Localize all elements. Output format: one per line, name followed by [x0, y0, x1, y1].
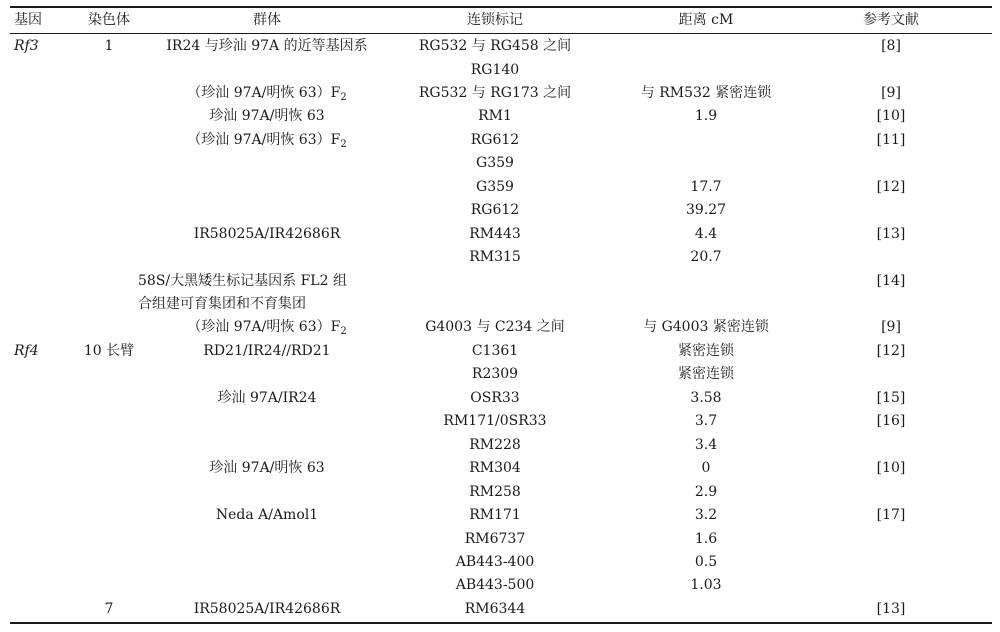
cell-marker-text: RG612 — [470, 202, 520, 219]
cell-reference — [810, 574, 972, 597]
cell-population — [138, 270, 396, 293]
cell-marker-text: RM1 — [478, 108, 512, 125]
cell-gene — [14, 152, 54, 175]
cell-gene — [14, 434, 54, 457]
cell-gene — [14, 223, 54, 246]
cell-marker — [390, 199, 600, 222]
cell-population — [138, 59, 396, 82]
cell-distance — [596, 152, 816, 175]
cell-population-text: IR58025A/IR42686R — [193, 600, 341, 617]
cell-marker-text: RM443 — [469, 225, 521, 242]
cell-reference — [810, 176, 972, 199]
cell-distance-text: 1.03 — [690, 577, 722, 594]
cell-reference-text: [14] — [876, 272, 906, 289]
cell-population — [138, 105, 396, 128]
header-gene: 基因 — [14, 12, 42, 28]
cell-gene — [14, 35, 54, 58]
cell-gene — [14, 387, 54, 410]
cell-population-text: 58S/大黑矮生标记基因系 FL2 组 — [138, 272, 347, 289]
cell-distance — [596, 199, 816, 222]
cell-marker-text: AB443-400 — [455, 553, 535, 570]
cell-marker-text: G359 — [476, 155, 514, 172]
cell-gene — [14, 504, 54, 527]
cell-population — [138, 199, 396, 222]
cell-population — [138, 223, 396, 246]
cell-reference-text: [12] — [876, 342, 906, 359]
cell-reference-text: [17] — [876, 507, 906, 523]
cell-distance — [596, 316, 816, 339]
cell-marker — [390, 574, 600, 597]
cell-reference — [810, 457, 972, 480]
cell-distance — [596, 293, 816, 316]
table-row — [10, 199, 992, 222]
cell-distance-text: 紧密连锁 — [678, 342, 734, 359]
cell-marker-text: RM304 — [469, 460, 521, 477]
header-marker: 连锁标记 — [467, 12, 523, 28]
cell-distance — [596, 410, 816, 433]
cell-reference — [810, 152, 972, 175]
table-header-row — [10, 9, 992, 32]
cell-marker — [390, 59, 600, 82]
table-row — [10, 82, 992, 105]
cell-reference — [810, 223, 972, 246]
table-row — [10, 434, 992, 457]
cell-gene — [14, 340, 54, 363]
cell-population-text: Neda A/Amol1 — [215, 507, 319, 523]
cell-reference-text: [10] — [876, 108, 906, 125]
cell-population-text: 珍汕 97A/IR24 — [217, 389, 317, 406]
cell-distance-text: 39.27 — [685, 202, 727, 219]
table-row — [10, 223, 992, 246]
cell-population-text: （珍汕 97A/明恢 63）F — [187, 131, 341, 148]
table-row — [10, 129, 992, 152]
cell-distance-text: 20.7 — [690, 249, 722, 265]
table-row — [10, 363, 992, 386]
cell-gene — [14, 246, 54, 269]
cell-population-text: 珍汕 97A/明恢 63 — [209, 460, 325, 477]
generation-subscript: 2 — [340, 91, 347, 103]
cell-reference-text: [9] — [881, 319, 901, 336]
cell-reference — [810, 598, 972, 621]
cell-distance — [596, 82, 816, 105]
generation-subscript: 2 — [340, 326, 347, 338]
cell-distance-text: 0 — [701, 460, 711, 477]
cell-marker — [390, 340, 600, 363]
cell-marker-text: C1361 — [471, 342, 519, 359]
cell-distance-text: 4.4 — [694, 225, 718, 242]
cell-gene — [14, 363, 54, 386]
cell-population — [138, 481, 396, 504]
table-row — [10, 528, 992, 551]
table-row — [10, 340, 992, 363]
cell-distance-text: 0.5 — [694, 553, 718, 570]
cell-distance — [596, 598, 816, 621]
cell-population — [138, 598, 396, 621]
cell-marker-text: RG532 与 RG173 之间 — [418, 84, 572, 101]
cell-population — [138, 434, 396, 457]
cell-distance-text: 3.7 — [694, 413, 718, 430]
cell-population — [138, 528, 396, 551]
cell-marker-text: G359 — [476, 178, 514, 195]
cell-distance-text: 与 G4003 紧密连锁 — [643, 319, 769, 336]
cell-reference — [810, 270, 972, 293]
cell-reference — [810, 434, 972, 457]
cell-marker-text: RM6344 — [464, 600, 526, 617]
cell-marker — [390, 176, 600, 199]
cell-gene — [14, 316, 54, 339]
generation-subscript: 2 — [340, 138, 347, 150]
cell-population-text: IR24 与珍汕 97A 的近等基因系 — [166, 38, 368, 54]
cell-marker — [390, 105, 600, 128]
cell-marker-text: RM171/0SR33 — [443, 413, 547, 430]
cell-marker — [390, 82, 600, 105]
cell-marker — [390, 293, 600, 316]
cell-marker — [390, 246, 600, 269]
table-row — [10, 316, 992, 339]
cell-reference-text: [12] — [876, 178, 906, 195]
cell-marker — [390, 152, 600, 175]
table-row — [10, 35, 992, 58]
table-row — [10, 457, 992, 480]
cell-marker — [390, 270, 600, 293]
cell-reference — [810, 387, 972, 410]
cell-marker — [390, 223, 600, 246]
cell-chromosome-text: 1 — [104, 38, 114, 54]
cell-reference — [810, 82, 972, 105]
cell-population — [138, 504, 396, 527]
cell-reference — [810, 105, 972, 128]
cell-marker-text: OSR33 — [470, 389, 520, 406]
cell-population-text: 珍汕 97A/明恢 63 — [209, 108, 325, 125]
cell-distance — [596, 129, 816, 152]
cell-population-text: 合组建可育集团和不育集团 — [138, 295, 306, 312]
cell-distance-text: 1.6 — [694, 530, 718, 547]
cell-distance-text: 3.58 — [690, 389, 722, 406]
table-row — [10, 105, 992, 128]
cell-reference — [810, 410, 972, 433]
cell-gene — [14, 481, 54, 504]
cell-marker-text: RM6737 — [464, 530, 526, 547]
cell-marker — [390, 363, 600, 386]
cell-distance — [596, 434, 816, 457]
cell-marker-text: R2309 — [471, 366, 519, 383]
cell-distance — [596, 528, 816, 551]
cell-distance-text: 2.9 — [694, 483, 718, 500]
cell-population — [138, 246, 396, 269]
cell-gene — [14, 82, 54, 105]
cell-marker-text: RM228 — [469, 436, 521, 453]
cell-population — [138, 410, 396, 433]
cell-distance — [596, 176, 816, 199]
cell-reference — [810, 129, 972, 152]
cell-distance-text: 3.2 — [694, 507, 718, 523]
table-top-rule — [10, 6, 992, 8]
header-chromosome: 染色体 — [88, 12, 130, 28]
cell-population — [138, 176, 396, 199]
header-distance: 距离 cM — [678, 12, 734, 28]
cell-chromosome-text: 10 长臂 — [83, 342, 135, 359]
cell-gene — [14, 105, 54, 128]
table-row — [10, 270, 992, 293]
cell-marker-text: RM171 — [469, 507, 521, 523]
cell-marker — [390, 387, 600, 410]
cell-marker — [390, 129, 600, 152]
cell-reference — [810, 246, 972, 269]
table-row — [10, 176, 992, 199]
cell-distance — [596, 457, 816, 480]
cell-reference-text: [13] — [876, 600, 906, 617]
cell-reference — [810, 199, 972, 222]
cell-marker-text: RM315 — [469, 249, 521, 265]
cell-reference — [810, 528, 972, 551]
cell-distance — [596, 387, 816, 410]
cell-population — [138, 293, 396, 316]
cell-gene — [14, 574, 54, 597]
cell-distance — [596, 340, 816, 363]
table-bottom-rule — [10, 622, 992, 624]
cell-marker — [390, 316, 600, 339]
cell-marker — [390, 504, 600, 527]
cell-reference-text: [15] — [876, 389, 906, 406]
cell-distance — [596, 270, 816, 293]
cell-marker-text: RG612 — [470, 131, 520, 148]
table-row — [10, 504, 992, 527]
cell-distance — [596, 481, 816, 504]
cell-marker-text: G4003 与 C234 之间 — [425, 319, 565, 336]
cell-marker — [390, 410, 600, 433]
cell-gene-text: Rf4 — [14, 342, 39, 359]
cell-distance-text: 1.9 — [694, 108, 718, 125]
cell-population — [138, 340, 396, 363]
cell-marker-text: AB443-500 — [455, 577, 535, 594]
cell-marker — [390, 457, 600, 480]
cell-population — [138, 457, 396, 480]
cell-distance — [596, 504, 816, 527]
cell-gene-text: Rf3 — [14, 38, 39, 54]
cell-gene — [14, 129, 54, 152]
cell-distance-text: 紧密连锁 — [678, 366, 734, 383]
cell-reference — [810, 363, 972, 386]
cell-population — [138, 152, 396, 175]
cell-marker — [390, 598, 600, 621]
cell-marker-text: RM258 — [469, 483, 521, 500]
table-row — [10, 574, 992, 597]
cell-reference-text: [8] — [881, 38, 901, 54]
table-header-rule — [10, 33, 992, 34]
cell-reference — [810, 293, 972, 316]
cell-distance — [596, 246, 816, 269]
cell-reference — [810, 551, 972, 574]
cell-population-text: （珍汕 97A/明恢 63）F — [187, 319, 341, 336]
cell-distance — [596, 35, 816, 58]
cell-population-text: IR58025A/IR42686R — [193, 225, 341, 242]
cell-reference — [810, 340, 972, 363]
cell-marker — [390, 528, 600, 551]
cell-marker-text: RG140 — [470, 61, 520, 78]
cell-population — [138, 574, 396, 597]
cell-gene — [14, 528, 54, 551]
table-row — [10, 598, 992, 621]
cell-marker — [390, 434, 600, 457]
cell-gene — [14, 270, 54, 293]
cell-marker — [390, 481, 600, 504]
cell-distance-text: 3.4 — [694, 436, 718, 453]
cell-reference — [810, 481, 972, 504]
cell-marker — [390, 35, 600, 58]
cell-distance-text: 17.7 — [690, 178, 722, 195]
table-row — [10, 59, 992, 82]
cell-reference-text: [11] — [876, 131, 906, 148]
cell-gene — [14, 199, 54, 222]
cell-distance — [596, 105, 816, 128]
cell-marker-text: RG532 与 RG458 之间 — [418, 38, 572, 54]
cell-chromosome-text: 7 — [104, 600, 114, 617]
header-reference: 参考文献 — [863, 12, 919, 28]
table-row — [10, 152, 992, 175]
cell-reference — [810, 59, 972, 82]
cell-gene — [14, 293, 54, 316]
cell-gene — [14, 176, 54, 199]
cell-distance — [596, 223, 816, 246]
table-row — [10, 246, 992, 269]
cell-marker — [390, 551, 600, 574]
cell-reference-text: [9] — [881, 84, 901, 101]
cell-distance — [596, 551, 816, 574]
cell-population — [138, 363, 396, 386]
cell-gene — [14, 551, 54, 574]
cell-population — [138, 82, 396, 105]
cell-population-text: RD21/IR24//RD21 — [203, 342, 331, 359]
cell-population-text: （珍汕 97A/明恢 63）F — [187, 84, 341, 101]
cell-gene — [14, 410, 54, 433]
cell-reference — [810, 35, 972, 58]
cell-population — [138, 35, 396, 58]
cell-reference — [810, 316, 972, 339]
cell-distance — [596, 574, 816, 597]
cell-reference — [810, 504, 972, 527]
table-row — [10, 410, 992, 433]
table-row — [10, 293, 992, 316]
cell-distance — [596, 363, 816, 386]
cell-reference-text: [16] — [876, 413, 906, 430]
cell-population — [138, 387, 396, 410]
cell-population — [138, 551, 396, 574]
cell-population — [138, 129, 396, 152]
marker-table — [10, 4, 992, 624]
cell-gene — [14, 598, 54, 621]
cell-distance-text: 与 RM532 紧密连锁 — [640, 84, 772, 101]
cell-gene — [14, 457, 54, 480]
table-row — [10, 551, 992, 574]
table-row — [10, 387, 992, 410]
cell-reference-text: [13] — [876, 225, 906, 242]
cell-reference-text: [10] — [876, 460, 906, 477]
cell-gene — [14, 59, 54, 82]
table-row — [10, 481, 992, 504]
header-population: 群体 — [253, 12, 281, 28]
cell-population — [138, 316, 396, 339]
cell-distance — [596, 59, 816, 82]
